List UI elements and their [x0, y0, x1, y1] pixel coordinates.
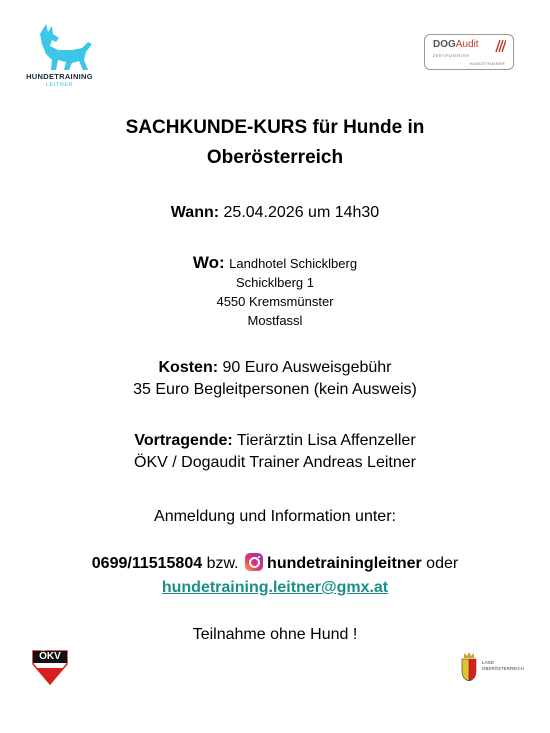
speakers-block: [0, 430, 550, 474]
speakers-line2: ÖKV / Dogaudit Trainer Andreas Leitner: [134, 454, 416, 471]
cost-label: Kosten:: [158, 359, 219, 376]
page-title: [0, 113, 550, 173]
okv-text: ÖKV: [39, 651, 61, 662]
instagram-icon: [245, 553, 263, 571]
brand-name: HUNDETRAINING: [26, 72, 93, 81]
title-line1: SACHKUNDE-KURS für Hunde in: [125, 117, 425, 138]
registration-heading: Anmeldung und Information unter:: [154, 508, 396, 525]
note-text: Teilnahme ohne Hund !: [192, 626, 358, 643]
stripes-icon: [494, 40, 506, 52]
dogaudit-logo: [424, 34, 514, 70]
land-ooe-logo: [460, 650, 532, 682]
land-ooe-text: [482, 660, 524, 672]
hundetraining-logo: [12, 20, 107, 95]
cost-line1: 90 Euro Ausweisgebühr: [222, 359, 392, 376]
where-line2: Schicklberg 1: [235, 275, 315, 290]
speakers-line1: Tierärztin Lisa Affenzeller: [236, 432, 416, 449]
phone-number[interactable]: 0699/11515804: [91, 555, 203, 572]
coat-of-arms-icon: [460, 651, 478, 681]
when-line: [0, 202, 550, 224]
dogaudit-name: DOGAudit: [433, 39, 479, 50]
dogaudit-line1: ZERTIFIZIERTER: [433, 53, 470, 58]
or-text: oder: [426, 555, 459, 572]
brand-subtitle: LEITNER: [45, 82, 74, 88]
where-line1: Landhotel Schicklberg: [229, 256, 358, 271]
speakers-label: Vortragende:: [134, 432, 233, 449]
contact-block: [0, 553, 550, 599]
title-line2: Oberösterreich: [206, 147, 344, 168]
instagram-handle[interactable]: hundetrainingleitner: [267, 555, 422, 572]
when-value: 25.04.2026 um 14h30: [223, 204, 380, 221]
where-line4: Mostfassl: [247, 313, 303, 328]
where-line3: 4550 Kremsmünster: [216, 294, 334, 309]
connector-text: bzw.: [206, 555, 239, 572]
cost-line2: 35 Euro Begleitpersonen (kein Ausweis): [133, 381, 417, 398]
okv-logo: [32, 650, 68, 686]
land-line2: OBERÖSTERREICH: [482, 666, 525, 671]
dog-logo-icon: [12, 20, 107, 72]
cost-block: [0, 357, 550, 401]
where-label: Wo:: [192, 253, 225, 272]
land-line1: LAND: [482, 660, 494, 665]
email-link[interactable]: hundetraining.leitner@gmx.at: [161, 579, 389, 596]
where-block: [0, 252, 550, 330]
when-label: Wann:: [170, 204, 220, 221]
dogaudit-line2: HUNDETRAINER: [469, 61, 505, 66]
